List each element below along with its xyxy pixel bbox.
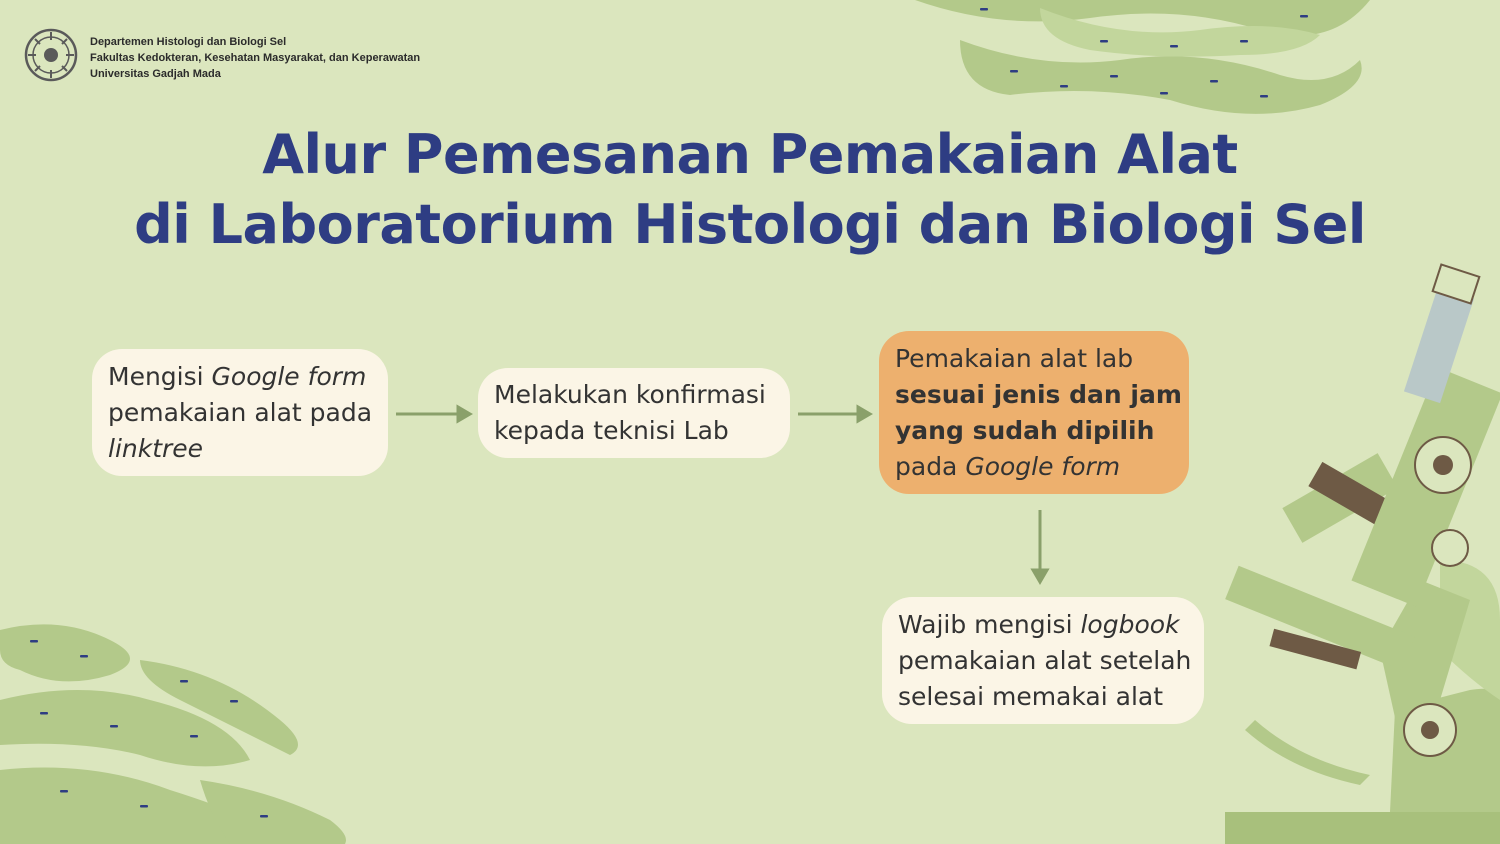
flow-step-2 [478,368,790,458]
step2-text-b: kepada teknisi Lab [494,416,729,445]
step1-text-c: pemakaian alat pada [108,397,373,427]
step3-text-d: pada [895,451,966,481]
flow-step-3 [879,331,1189,494]
arrow-step1-to-step2 [396,407,470,421]
step3-text-b: sesuai jenis dan jam [895,379,1182,409]
flow-step-4 [882,597,1204,724]
step4-text-a: Wajib mengisi [898,609,1081,639]
arrow-step3-to-step4 [1033,510,1047,582]
arrow-step2-to-step3 [798,407,870,421]
university-name: Universitas Gadjah Mada [90,68,221,80]
department-name: Departemen Histologi dan Biologi Sel [90,36,287,48]
step4-text-b: logbook [1080,609,1180,639]
title-line-1: Alur Pemesanan Pemakaian Alat [262,123,1238,186]
step4-text-c: pemakaian alat setelah [898,645,1192,675]
step3-text-e: Google form [965,451,1121,481]
step3-text-a: Pemakaian alat lab [895,343,1134,373]
step2-text-a: Melakukan konfirmasi [494,380,766,409]
step1-text-d: linktree [108,433,204,463]
step3-text-c: yang sudah dipilih [895,415,1155,445]
step1-text-b: Google form [211,361,367,391]
faculty-name: Fakultas Kedokteran, Kesehatan Masyarakat, dan Keperawatan [90,52,421,64]
step1-text-a: Mengisi [108,361,212,391]
title-line-2: di Laboratorium Histologi dan Biologi Sel [134,193,1366,256]
step4-text-d: selesai memakai alat [898,681,1164,711]
flow-step-1 [92,349,388,476]
